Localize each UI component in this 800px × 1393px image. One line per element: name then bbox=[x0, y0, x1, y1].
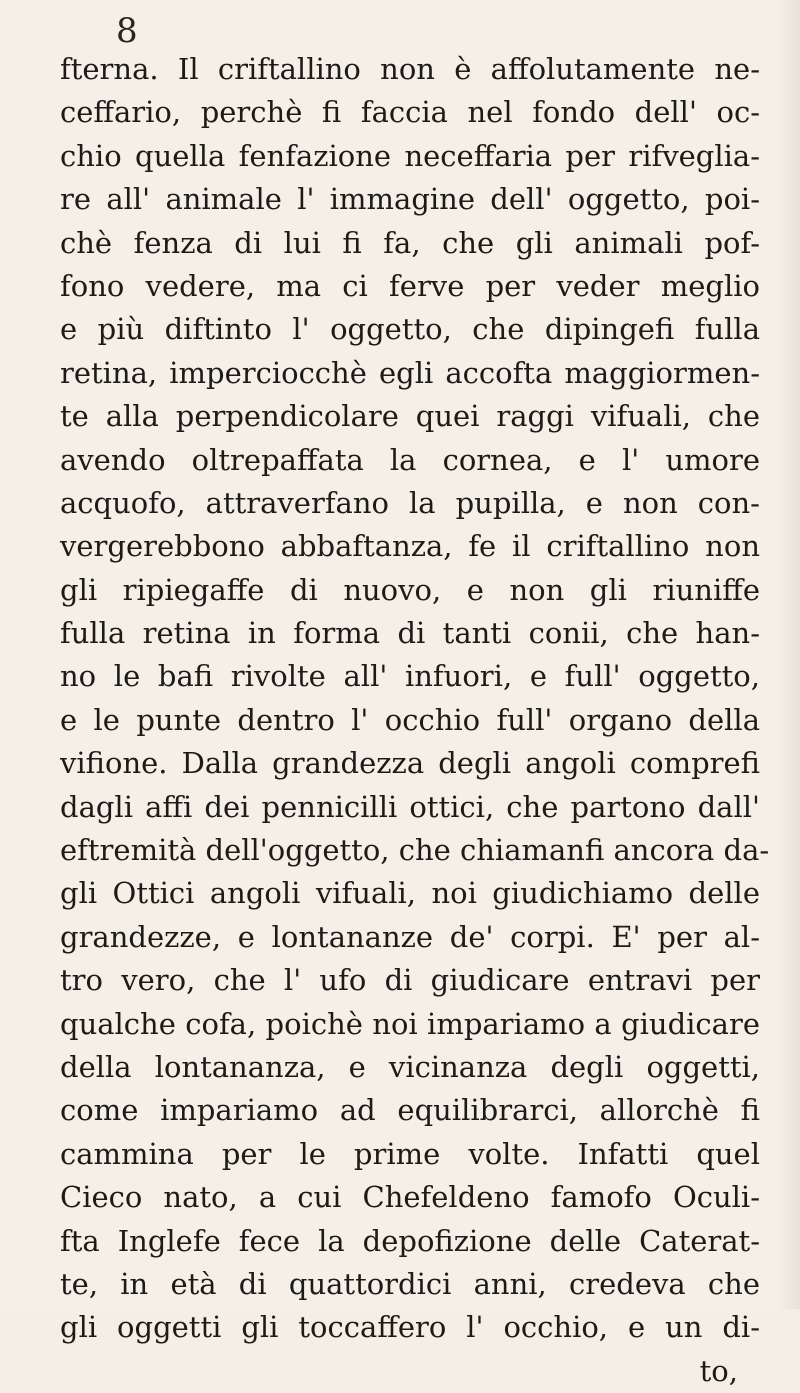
text-line: fulla retina in forma di tanti conii, che han- bbox=[60, 616, 760, 651]
text-line: avendo oltrepaffata la cornea, e l' umore bbox=[60, 442, 760, 477]
text-line: no le bafi rivolte all' infuori, e full' oggetto, bbox=[60, 659, 760, 694]
text-line: qualche cofa, poichè noi impariamo a giudicare bbox=[60, 1006, 760, 1041]
text-line: retina, imperciocchè egli accofta maggiormen- bbox=[60, 355, 760, 390]
text-line: chè fenza di lui fi fa, che gli animali pof- bbox=[60, 225, 760, 260]
text-line: acquofo, attraverfano la pupilla, e non con- bbox=[60, 485, 760, 520]
text-line: ceffario, perchè fi faccia nel fondo dell' oc- bbox=[60, 95, 760, 130]
text-line: chio quella fenfazione neceffaria per rifveglia- bbox=[60, 138, 760, 173]
text-line: fterna. Il criftallino non è affolutamente ne- bbox=[60, 52, 760, 86]
text-line: dagli affi dei pennicilli ottici, che partono dall' bbox=[60, 789, 760, 824]
page-edge-shadow bbox=[776, 0, 800, 1309]
text-line: Cieco nato, a cui Chefeldeno famofo Oculi- bbox=[60, 1180, 760, 1215]
text-line: gli Ottici angoli vifuali, noi giudichiamo delle bbox=[60, 876, 760, 911]
text-line: grandezze, e lontananze de' corpi. E' per al- bbox=[60, 919, 760, 954]
text-line: e più diftinto l' oggetto, che dipingefi fulla bbox=[60, 312, 760, 347]
text-line: vifione. Dalla grandezza degli angoli comprefi bbox=[60, 746, 760, 781]
text-line: eftremità dell'oggetto, che chiamanfi ancora da- bbox=[60, 833, 770, 868]
text-line: e le punte dentro l' occhio full' organo della bbox=[60, 702, 760, 737]
text-line: fono vedere, ma ci ferve per veder meglio bbox=[60, 268, 760, 303]
text-line: cammina per le prime volte. Infatti quel bbox=[60, 1136, 760, 1171]
text-line: re all' animale l' immagine dell' oggetto, poi- bbox=[60, 182, 760, 217]
text-line: te alla perpendicolare quei raggi vifuali, che bbox=[60, 399, 760, 434]
text-line: vergerebbono abbaftanza, fe il criftallino non bbox=[60, 529, 760, 564]
text-line: fta Inglefe fece la depofizione delle Caterat- bbox=[60, 1223, 760, 1258]
text-line: tro vero, che l' ufo di giudicare entravi per bbox=[60, 963, 760, 998]
text-line: te, in età di quattordici anni, credeva che bbox=[60, 1266, 760, 1301]
body-text bbox=[60, 48, 770, 1393]
text-line: gli ripiegaffe di nuovo, e non gli riuniffe bbox=[60, 572, 760, 607]
text-line: gli oggetti gli toccaffero l' occhio, e un di- bbox=[60, 1310, 760, 1345]
catchword: to, bbox=[699, 1353, 738, 1388]
text-line: della lontananza, e vicinanza degli oggetti, bbox=[60, 1049, 760, 1084]
page-number: 8 bbox=[116, 11, 138, 51]
text-line: come impariamo ad equilibrarci, allorchè fi bbox=[60, 1093, 760, 1128]
